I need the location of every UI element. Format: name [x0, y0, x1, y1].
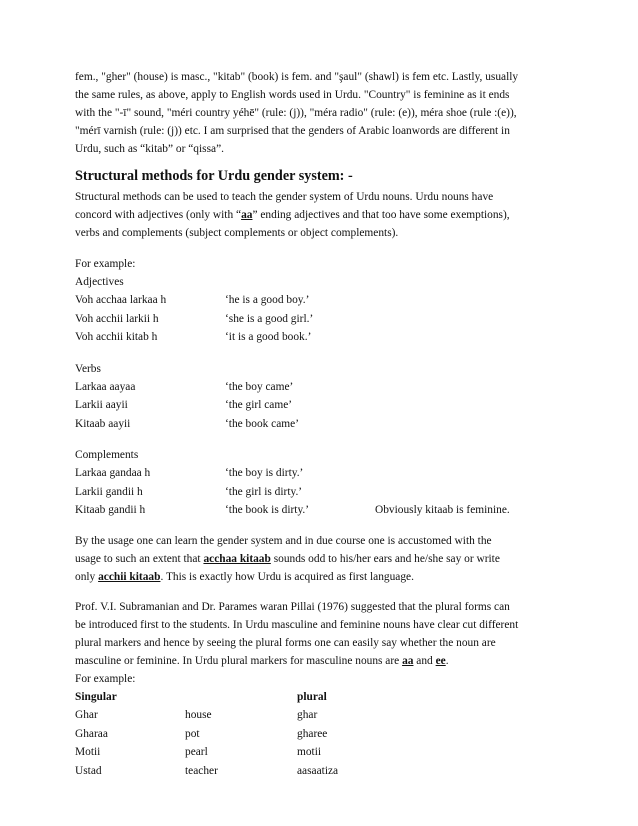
emphasis-text: acchii kitaab: [98, 570, 161, 583]
example-gloss: ‘the book came’: [225, 417, 300, 430]
table-row: [75, 725, 565, 744]
text-span: sounds odd to his/her ears and he/she say or write: [270, 552, 500, 565]
verbs-examples: [75, 360, 565, 434]
plural-cell: aasaatiza: [297, 764, 339, 777]
table-row: [75, 706, 565, 725]
emphasis-text: acchaa kitaab: [203, 552, 271, 565]
emphasis-text: aa: [402, 654, 414, 667]
example-row: [75, 483, 565, 502]
text-span: .: [445, 654, 449, 667]
example-gloss: ‘the boy is dirty.’: [225, 467, 304, 479]
plural-paragraph: [75, 598, 565, 688]
urdu-example: Larkaa gandaa h: [75, 467, 151, 479]
example-gloss: ‘the girl came’: [225, 399, 293, 411]
adjectives-examples: [75, 273, 565, 347]
urdu-example: Larkii aayii: [75, 399, 128, 411]
table-row: [75, 762, 565, 781]
for-example-label: For example:: [75, 672, 136, 685]
example-row: [75, 415, 565, 434]
text-line: Structural methods can be used to teach the gender system of Urdu nouns. Urdu nouns have: [75, 191, 494, 203]
urdu-example: Kitaab aayii: [75, 417, 131, 430]
text-span: ” ending adjectives and that too have some exemptions),: [252, 209, 510, 221]
meaning-cell: pot: [185, 727, 200, 740]
usage-paragraph: [75, 532, 565, 586]
emphasis-text: ee: [435, 654, 446, 667]
header-plural: plural: [297, 690, 327, 703]
text-span: . This is exactly how Urdu is acquired as first language.: [160, 570, 414, 583]
example-gloss: ‘she is a good girl.’: [225, 312, 314, 325]
table-header: [75, 688, 565, 707]
example-gloss: ‘it is a good book.’: [225, 331, 312, 343]
example-row: [75, 396, 565, 415]
example-row: [75, 464, 565, 483]
for-example-label: For example:: [75, 258, 136, 270]
text-line: By the usage one can learn the gender system and in due course one is accustomed with the: [75, 534, 492, 547]
urdu-example: Voh acchii kitab h: [75, 331, 158, 343]
example-note: [375, 483, 565, 502]
urdu-example: Voh acchaa larkaa h: [75, 294, 167, 306]
example-row: [75, 328, 565, 347]
example-note: Obviously kitaab is feminine.: [375, 504, 510, 516]
text-line: with the "-ī" sound, "méri country yéhē" (rule: (j)), "méra radio" (rule: (e)), méra shoe (rule :(e)),: [75, 107, 517, 119]
text-line: be introduced first to the students. In Urdu masculine and feminine nouns have clear cut different: [75, 618, 519, 631]
example-row: [75, 310, 565, 329]
example-gloss: ‘he is a good boy.’: [225, 294, 310, 306]
text-line: Urdu, such as “kitab” or “qissa”.: [75, 143, 224, 155]
complements-examples: [75, 446, 565, 520]
example-row: [75, 378, 565, 397]
urdu-example: Kitaab gandii h: [75, 504, 146, 516]
document-page: [75, 68, 565, 780]
text-line: "mérī varnish (rule: (j)) etc. I am surprised that the genders of Arabic loanwords are different in: [75, 125, 510, 137]
text-line: [75, 652, 565, 670]
plural-cell: motii: [297, 746, 322, 758]
example-row: [75, 291, 565, 310]
text-line: verbs and complements (subject complements or object complements).: [75, 227, 399, 239]
text-span: and: [413, 654, 436, 667]
meaning-cell: pearl: [185, 746, 208, 758]
singular-cell: Ustad: [75, 764, 102, 777]
example-note: [375, 464, 565, 483]
header-singular: Singular: [75, 690, 117, 703]
text-line: [75, 568, 565, 586]
text-line: plural markers and hence by seeing the plural forms one can easily say whether the noun are: [75, 636, 496, 649]
example-gloss: ‘the girl is dirty.’: [225, 485, 303, 498]
text-line: fem., "gher" (house) is masc., "kitab" (book) is fem. and "şaul" (shawl) is fem etc. Lastly, usually: [75, 71, 519, 83]
plural-cell: gharee: [297, 727, 328, 740]
example-gloss: ‘the book is dirty.’: [225, 504, 310, 516]
text-span: masculine or feminine. In Urdu plural markers for masculine nouns are: [75, 654, 403, 667]
example-group-title: Complements: [75, 449, 139, 461]
text-span: only: [75, 570, 99, 583]
singular-cell: Motii: [75, 746, 101, 758]
urdu-example: Larkii gandii h: [75, 485, 143, 498]
emphasis-text: aa: [241, 209, 253, 221]
example-group-title: Verbs: [75, 362, 101, 375]
text-span: concord with adjectives (only with “: [75, 209, 242, 221]
meaning-cell: teacher: [185, 764, 218, 777]
example-gloss: ‘the boy came’: [225, 380, 294, 393]
singular-cell: Gharaa: [75, 727, 108, 740]
plural-table: [75, 688, 565, 781]
urdu-example: Larkaa aayaa: [75, 380, 136, 393]
text-span: usage to such an extent that: [75, 552, 204, 565]
intro-paragraph: [75, 68, 565, 158]
table-row: [75, 743, 565, 762]
singular-cell: Ghar: [75, 709, 98, 721]
text-line: [75, 206, 565, 224]
structural-paragraph: [75, 188, 565, 242]
plural-cell: ghar: [297, 709, 318, 721]
meaning-cell: house: [185, 709, 212, 721]
text-line: [75, 550, 565, 568]
urdu-example: Voh acchii larkii h: [75, 312, 159, 325]
text-line: Prof. V.I. Subramanian and Dr. Parames waran Pillai (1976) suggested that the plural forms can: [75, 600, 510, 613]
section-heading: Structural methods for Urdu gender system: -: [75, 168, 353, 184]
example-row: [75, 501, 565, 520]
text-line: the same rules, as above, apply to English words used in Urdu. "Country" is feminine as it ends: [75, 89, 510, 101]
example-group-title: Adjectives: [75, 276, 124, 288]
